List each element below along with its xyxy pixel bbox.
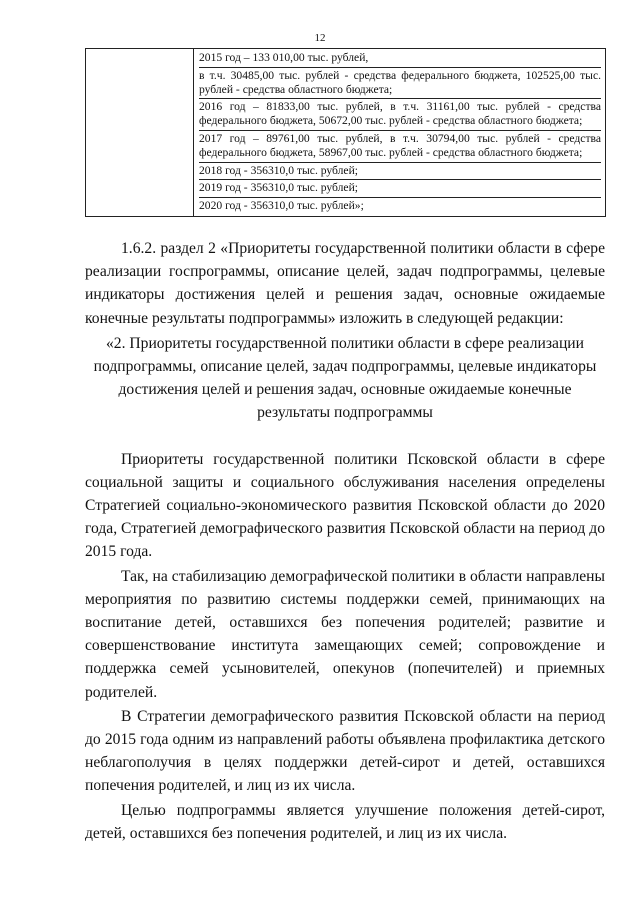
table-empty-cell — [86, 49, 194, 217]
budget-line: 2018 год - 356310,0 тыс. рублей; — [199, 163, 601, 181]
budget-line: 2016 год – 81833,00 тыс. рублей, в т.ч. 31161,00 тыс. рублей - средства федерального бюджета, 50672,00 тыс. рублей - средства областного бюджета; — [199, 98, 601, 131]
paragraph: Приоритеты государственной политики Псковской области в сфере социальной защиты и социального обслуживания населения определены Стратегией социально-экономического развития Псковской области до 2020 года, Стратегией демографического развития Псковской области на период до 2015 года. — [85, 450, 605, 561]
budget-line: 2017 год – 89761,00 тыс. рублей, в т.ч. 30794,00 тыс. рублей - средства федерального бюджета, 58967,00 тыс. рублей - средства областного бюджета; — [199, 131, 601, 163]
paragraph: Так, на стабилизацию демографической политики в области направлены мероприятия по развитию системы поддержки семей, принимающих на воспитание детей, оставшихся без попечения родителей; развитие и совершенствование института замещающих семей; сопровождение и поддержка семей усыновителей, опекунов (попечителей) и приемных родителей. — [85, 567, 605, 701]
amendment-intro: 1.6.2. раздел 2 «Приоритеты государственной политики области в сфере реализации госпрограммы, описание целей, задач подпрограммы, целевые индикаторы достижения целей и решения задач, основные ожидаемые конечные результаты подпрограммы» изложить в следующей редакции: — [85, 240, 605, 327]
page-number: 12 — [314, 32, 326, 44]
budget-line: в т.ч. 30485,00 тыс. рублей - средства федерального бюджета, 102525,00 тыс. рублей - средства областного бюджета; — [199, 68, 601, 96]
table-row — [86, 49, 606, 217]
budget-line: 2015 год – 133 010,00 тыс. рублей, — [199, 50, 601, 68]
section-heading: «2. Приоритеты государственной политики области в сфере реализации подпрограммы, описание целей, задач подпрограммы, целевые индикаторы достижения целей и решения задач, основные ожидаемые конечные результаты подпрограммы — [93, 334, 597, 422]
document-body — [85, 237, 605, 845]
budget-table — [85, 48, 606, 217]
table-budget-cell — [194, 49, 606, 217]
paragraph: В Стратегии демографического развития Псковской области на период до 2015 года одним из направлений работы объявлена профилактика детского неблагополучия в целях поддержки детей-сирот и детей, оставшихся попечения родителей, и лиц из их числа. — [85, 707, 605, 795]
budget-line: 2019 год - 356310,0 тыс. рублей; — [199, 180, 601, 198]
budget-line: 2020 год - 356310,0 тыс. рублей»; — [199, 199, 364, 213]
paragraph: Целью подпрограммы является улучшение положения детей-сирот, детей, оставшихся без попечения родителей, и лиц из их числа. — [85, 801, 605, 842]
